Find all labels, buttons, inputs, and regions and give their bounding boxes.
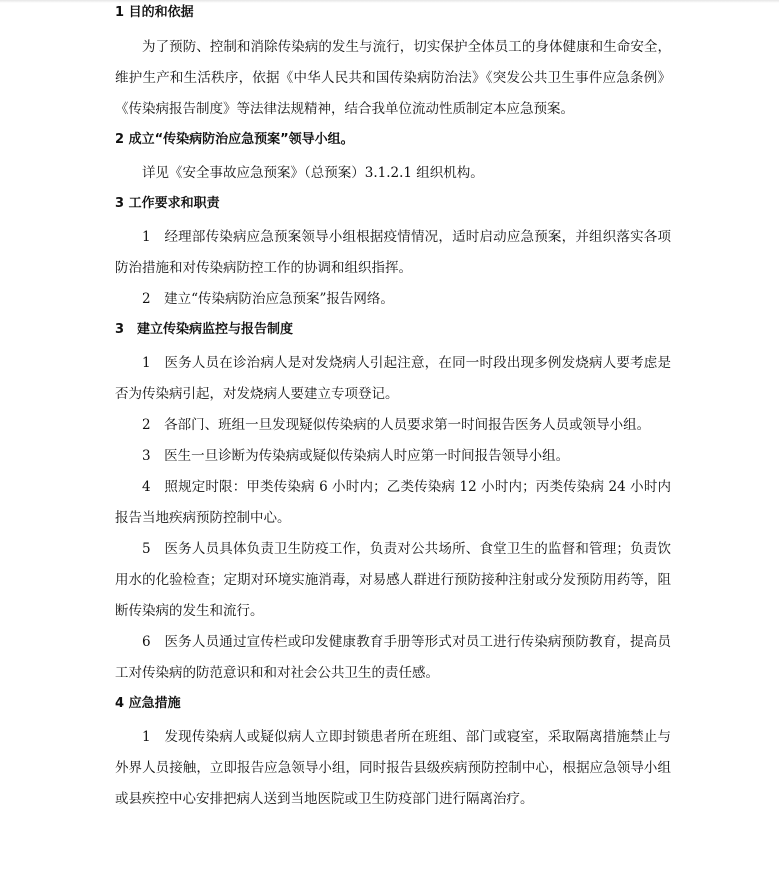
paragraph: 2 建立“传染病防治应急预案”报告网络。	[142, 291, 394, 307]
section-heading: 1 目的和依据	[115, 5, 194, 20]
document-body	[115, 0, 671, 815]
paragraph: 1 经理部传染病应急预案领导小组根据疫情情况，适时启动应急预案，并组织落实各项防治措施和对传染病防控工作的协调和组织指挥。	[115, 229, 671, 276]
paragraph: 4 照规定时限：甲类传染病 6 小时内；乙类传染病 12 小时内；丙类传染病 24 小时内报告当地疾病预防控制中心。	[115, 479, 671, 526]
section-heading: 4 应急措施	[115, 696, 181, 711]
paragraph: 3 医生一旦诊断为传染病或疑似传染病人时应第一时间报告领导小组。	[142, 448, 570, 464]
section-heading: 3 建立传染病监控与报告制度	[115, 322, 294, 337]
paragraph: 详见《安全事故应急预案》（总预案）3.1.2.1 组织机构。	[142, 165, 484, 181]
paragraph: 6 医务人员通过宣传栏或印发健康教育手册等形式对员工进行传染病预防教育，提高员工对传染病的防范意识和和对社会公共卫生的责任感。	[115, 634, 671, 681]
section-heading: 3 工作要求和职责	[115, 196, 220, 211]
paragraph: 1 医务人员在诊治病人是对发烧病人引起注意，在同一时段出现多例发烧病人要考虑是否为传染病引起，对发烧病人要建立专项登记。	[115, 355, 671, 402]
paragraph: 5 医务人员具体负责卫生防疫工作，负责对公共场所、食堂卫生的监督和管理；负责饮用水的化验检查；定期对环境实施消毒，对易感人群进行预防接种注射或分发预防用药等，阻断传染病的发生和流行。	[115, 541, 671, 619]
section-leadership-group	[115, 127, 671, 189]
paragraph: 1 发现传染病人或疑似病人立即封锁患者所在班组、部门或寝室，采取隔离措施禁止与外界人员接触，立即报告应急领导小组，同时报告县级疾病预防控制中心，根据应急领导小组或县疾控中心安排把病人送到当地医院或卫生防疫部门进行隔离治疗。	[115, 729, 671, 807]
section-emergency-measures	[115, 691, 671, 815]
section-monitoring-reporting	[115, 317, 671, 689]
section-heading: 2 成立“传染病防治应急预案”领导小组。	[115, 132, 354, 147]
paragraph: 2 各部门、班组一旦发现疑似传染病的人员要求第一时间报告医务人员或领导小组。	[142, 417, 651, 433]
section-requirements	[115, 191, 671, 315]
paragraph: 为了预防、控制和消除传染病的发生与流行，切实保护全体员工的身体健康和生命安全，维护生产和生活秩序，依据《中华人民共和国传染病防治法》《突发公共卫生事件应急条例》《传染病报告制度》等法律法规精神，结合我单位流动性质制定本应急预案。	[115, 39, 671, 117]
section-purpose	[115, 0, 671, 125]
